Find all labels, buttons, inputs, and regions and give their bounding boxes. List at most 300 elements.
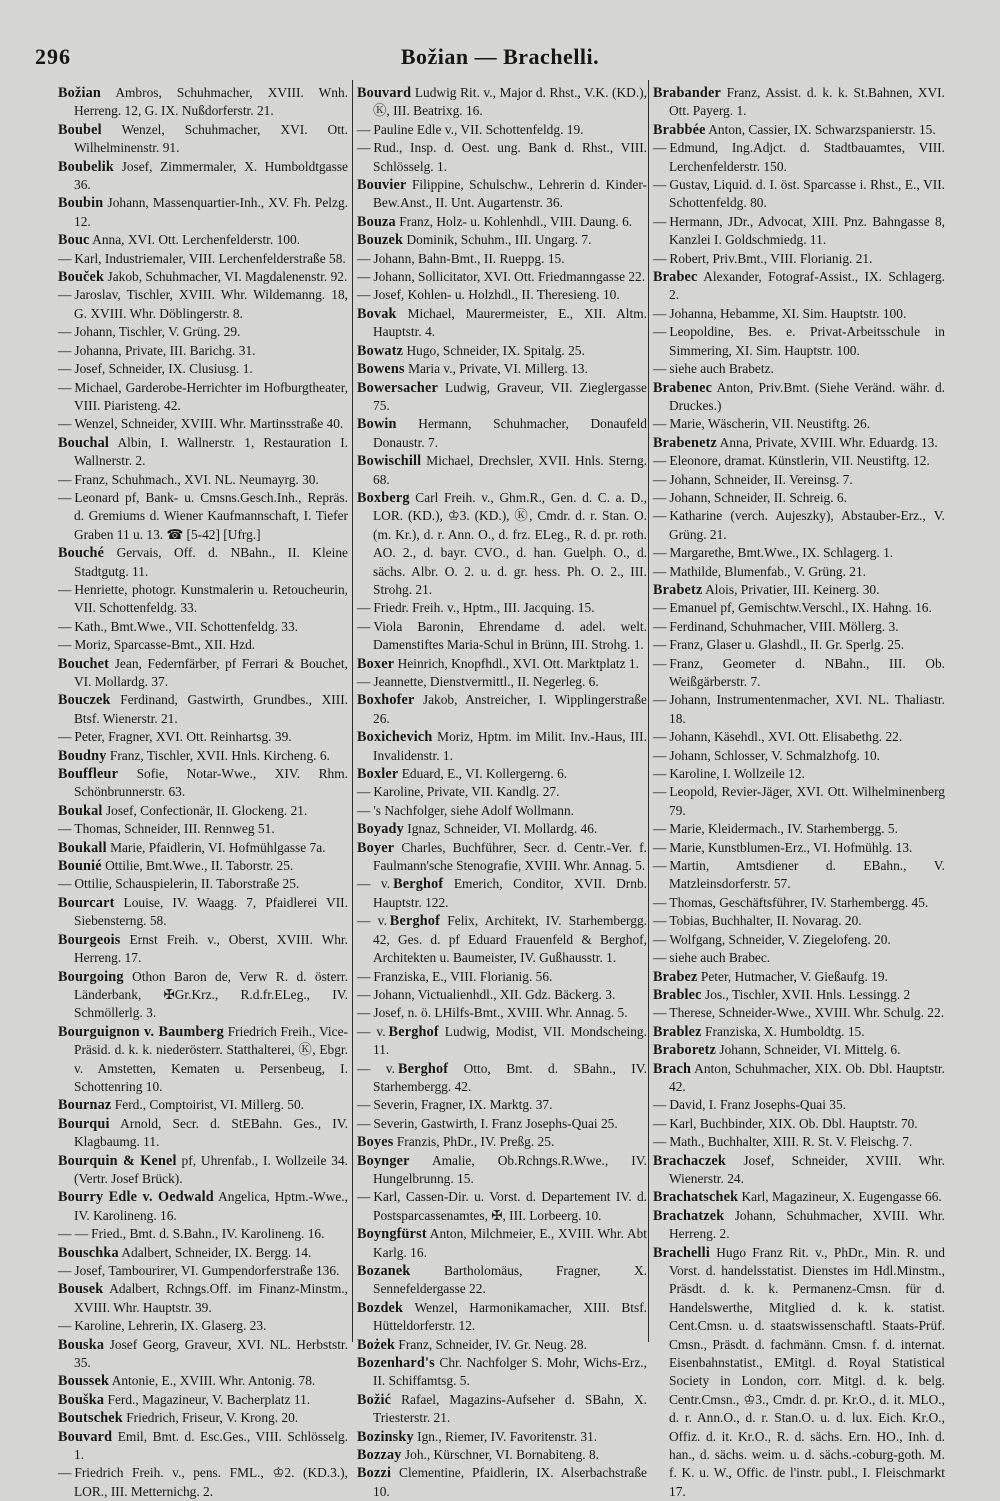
directory-entry	[357, 1152, 647, 1189]
entry-details: Wenzel, Schuhmacher, XVI. Ott. Wilhelminenstr. 91.	[74, 121, 349, 156]
entry-continuation-dash: —	[58, 637, 72, 653]
directory-entry	[357, 1262, 647, 1299]
entry-continuation-dash: —	[653, 655, 667, 671]
directory-entry	[653, 857, 945, 894]
entry-continuation-dash: —	[357, 287, 371, 303]
directory-entry	[357, 305, 647, 342]
entry-surname: Brachatschek	[653, 1189, 739, 1206]
directory-entry	[58, 268, 348, 286]
entry-continuation-dash: —	[58, 324, 72, 340]
entry-details: Friedr. Freih. v., Hptm., III. Jacquing. 15.	[373, 600, 595, 616]
entry-details: Johann, Schuhmacher, XVIII. Whr. Herreng. 2.	[669, 1207, 945, 1242]
entry-surname: Bouček	[58, 269, 105, 286]
entry-continuation-dash: —	[653, 894, 667, 910]
entry-continuation-dash: —	[653, 950, 667, 966]
entry-surname: Bouchet	[58, 655, 110, 672]
entry-details: Anton, Milchmeier, E., XVIII. Whr. Abt Karlg. 16.	[373, 1226, 647, 1260]
entry-details: Ambros, Schuhmacher, XVIII. Wnh. Herreng. 12, G. IX. Nußdorferstr. 21.	[74, 85, 348, 119]
directory-entry	[357, 1023, 647, 1060]
entry-details: Ign., Riemer, IV. Favoritenstr. 31.	[417, 1428, 598, 1444]
directory-entry	[58, 1464, 348, 1501]
entry-surname: Brach	[653, 1060, 692, 1077]
directory-entry	[357, 691, 647, 728]
entry-details: Jos., Tischler, XVII. Hnls. Lessingg. 2	[705, 986, 911, 1002]
directory-entry	[357, 1225, 647, 1262]
directory-column-3	[653, 84, 945, 1501]
directory-entry	[653, 544, 945, 562]
entry-details: Franz, Assist. d. k. k. St.Bahnen, XVI. Ott. Payerg. 1.	[669, 85, 945, 119]
directory-entry	[58, 415, 348, 433]
entry-continuation-dash: —	[357, 140, 371, 156]
entry-details: Wenzel, Harmonikamacher, XIII. Btsf. Hütteldorferstr. 12.	[373, 1299, 648, 1334]
entry-surname: Boyngfürst	[357, 1226, 427, 1243]
entry-surname: Bouzek	[357, 232, 404, 249]
entry-details: Johann, Victualienhdl., XII. Gdz. Bäckerg. 3.	[373, 986, 616, 1002]
directory-entry	[653, 121, 945, 139]
entry-surname: Boudny	[58, 747, 107, 764]
entry-details: Louise, IV. Waagg. 7, Pfaidlerei VII. Siebensterng. 58.	[74, 894, 348, 929]
entry-details: Franz, Tischler, XVII. Hnls. Kircheng. 6.	[109, 747, 330, 763]
directory-entry	[58, 839, 348, 857]
directory-entry	[653, 1041, 945, 1059]
directory-entry	[357, 1336, 647, 1354]
entry-details: Clementine, Pfaidlerin, IX. Alserbachstraße 10.	[373, 1465, 647, 1499]
entry-details: Emil, Bmt. d. Esc.Ges., VIII. Schlösselg. 1.	[74, 1428, 348, 1463]
entry-details: Wolfgang, Schneider, V. Ziegelofeng. 20.	[669, 931, 891, 947]
directory-entry	[653, 783, 945, 820]
directory-entry	[653, 1207, 945, 1244]
directory-entry	[357, 1133, 647, 1151]
directory-entry	[653, 599, 945, 617]
directory-entry	[58, 1244, 348, 1262]
entry-surname: Brabander	[653, 85, 722, 101]
entry-continuation-dash: —	[653, 1134, 667, 1150]
entry-details: Franzis, PhDr., IV. Preßg. 25.	[396, 1134, 555, 1150]
entry-details: Dominik, Schuhm., III. Ungarg. 7.	[406, 232, 592, 248]
entry-continuation-dash: —	[357, 1115, 371, 1131]
entry-continuation-dash: —	[58, 379, 72, 395]
directory-entry	[58, 194, 348, 231]
entry-details: Thomas, Schneider, III. Rennweg 51.	[74, 821, 275, 837]
entry-details: Moriz, Sparcasse-Bmt., XII. Hzd.	[74, 637, 256, 653]
entry-continuation-dash: — v.	[357, 913, 387, 929]
entry-surname: Bouska	[58, 1336, 105, 1353]
directory-entry	[357, 213, 647, 231]
directory-entry	[58, 1280, 348, 1317]
entry-details: Karoline, Lehrerin, IX. Glaserg. 23.	[74, 1318, 267, 1334]
entry-details: Johann, Schlosser, V. Schmalzhofg. 10.	[669, 747, 880, 763]
running-title: Božian — Brachelli.	[400, 44, 600, 69]
entry-details: Peter, Fragner, XVI. Ott. Reinhartsg. 39.	[74, 729, 292, 745]
entry-continuation-dash: —	[653, 821, 667, 837]
entry-surname: Bourguignon v. Baumberg	[58, 1023, 224, 1040]
directory-entry	[653, 139, 945, 176]
entry-continuation-dash: —	[58, 581, 72, 597]
directory-entry	[357, 415, 647, 452]
entry-details: Wenzel, Schneider, XVIII. Whr. Martinsstraße 40.	[74, 416, 344, 432]
entry-surname: Bournaz	[58, 1097, 112, 1114]
directory-entry	[357, 1391, 647, 1428]
entry-details: Ferdinand, Schuhmacher, VIII. Möllerg. 3.	[669, 618, 899, 634]
entry-continuation-dash: —	[653, 563, 667, 579]
entry-surname: Bourry Edle v. Oedwald	[58, 1189, 214, 1206]
entry-details: Robert, Priv.Bmt., VIII. Florianig. 21.	[669, 250, 873, 266]
directory-entry	[58, 1096, 348, 1114]
entry-details: Alexander, Fotograf-Assist., IX. Schlagerg. 2.	[669, 269, 946, 303]
directory-entry	[357, 489, 647, 599]
entry-continuation-dash: —	[58, 1465, 72, 1481]
entry-details: Eduard, E., VI. Kollergerng. 6.	[401, 766, 568, 782]
directory-entry	[653, 1115, 945, 1133]
entry-details: Albin, I. Wallnerstr. 1, Restauration I. Wallnerstr. 2.	[74, 434, 348, 469]
entry-details: Jakob, Schuhmacher, VI. Magdalenenstr. 92.	[107, 269, 348, 285]
directory-entry	[357, 360, 647, 378]
entry-surname: Bouc	[58, 232, 90, 249]
directory-entry	[653, 360, 945, 378]
directory-entry	[58, 1317, 348, 1335]
entry-surname: Boxer	[357, 655, 395, 672]
entry-details: Filippine, Schulschw., Lehrerin d. Kinder-Bew.Anst., II. Unt. Augartenstr. 36.	[373, 177, 647, 211]
entry-details: Charles, Buchführer, Secr. d. Centr.-Ver. f. Faulmann'sche Stenografie, XVIII. Whr. Annag. 5.	[373, 839, 647, 874]
directory-entry	[58, 875, 348, 893]
entry-continuation-dash: —	[58, 361, 72, 377]
directory-entry	[58, 250, 348, 268]
entry-details: 's Nachfolger, siehe Adolf Wollmann.	[373, 802, 575, 818]
entry-details: Leonard pf, Bank- u. Cmsns.Gesch.Inh., Repräs. d. Gremiums d. Wiener Kaufmannschaft, I. Tiefer Graben 11 u. 13. ☎ [5-42] [Ufrg.]	[74, 489, 348, 542]
entry-continuation-dash: —	[58, 416, 72, 432]
entry-surname: Brabenec	[653, 379, 713, 396]
entry-continuation-dash: —	[653, 729, 667, 745]
directory-entry	[357, 655, 647, 673]
directory-entry	[58, 1336, 348, 1373]
directory-entry	[357, 765, 647, 783]
directory-entry	[357, 599, 647, 617]
entry-continuation-dash: — v.	[357, 1023, 386, 1039]
entry-details: Ludwig Rit. v., Major d. Rhst., V.K. (KD.), Ⓚ, III. Beatrixg. 16.	[373, 85, 647, 119]
entry-continuation-dash: —	[653, 858, 667, 874]
entry-surname: Brachatzek	[653, 1207, 725, 1224]
directory-entry	[58, 379, 348, 416]
entry-details: Ludwig, Modist, VII. Mondscheing. 11.	[373, 1023, 647, 1058]
entry-surname: Bozanek	[357, 1263, 411, 1279]
entry-surname: Bouchal	[58, 434, 110, 451]
directory-entry	[357, 139, 647, 176]
entry-details: Josef, Schneider, XVIII. Whr. Wienerstr. 24.	[669, 1152, 945, 1186]
entry-details: Franz, Schuhmach., XVI. NL. Neumayrg. 30.	[74, 471, 319, 487]
entry-continuation-dash: —	[357, 600, 371, 616]
entry-details: Ernst Freih. v., Oberst, XVIII. Whr. Herreng. 17.	[74, 931, 348, 966]
directory-entry	[653, 213, 945, 250]
directory-entry	[653, 618, 945, 636]
entry-surname: Berghof	[393, 876, 444, 893]
directory-entry	[653, 581, 945, 599]
entry-surname: Boyady	[357, 821, 404, 838]
entry-surname: Bounié	[58, 858, 102, 875]
entry-details: Marie, Wäscherin, VII. Neustiftg. 26.	[669, 416, 871, 432]
entry-surname: Bouvard	[58, 1428, 113, 1445]
directory-entry	[357, 1060, 647, 1097]
entry-details: Ferdinand, Gastwirth, Grundbes., XIII. Btsf. Wienerstr. 21.	[74, 692, 348, 726]
entry-details: Marie, Kunstblumen-Erz., VI. Hofmühlg. 13.	[669, 839, 913, 855]
entry-details: Josef, Confectionär, II. Glockeng. 21.	[105, 802, 308, 818]
entry-surname: Boukal	[58, 802, 103, 819]
entry-continuation-dash: —	[653, 250, 667, 266]
entry-details: Franz, Schneider, IV. Gr. Neug. 28.	[398, 1336, 587, 1352]
entry-surname: Bouczek	[58, 692, 111, 709]
directory-entry	[357, 286, 647, 304]
entry-continuation-dash: —	[653, 305, 667, 321]
directory-entry	[357, 839, 647, 876]
entry-details: Josef, Schneider, IX. Clusiusg. 1.	[74, 361, 253, 377]
directory-entry	[357, 673, 647, 691]
directory-column-1	[58, 84, 348, 1501]
entry-details: Hermann, Schuhmacher, Donaufeld Donaustr. 7.	[373, 416, 647, 450]
entry-details: Johann, Schneider, II. Schreig. 6.	[669, 489, 847, 505]
entry-surname: Bozzi	[357, 1465, 392, 1482]
entry-continuation-dash: —	[653, 784, 667, 800]
entry-continuation-dash: —	[653, 489, 667, 505]
directory-entry	[58, 1262, 348, 1280]
entry-surname: Bowischill	[357, 453, 422, 470]
directory-entry	[653, 305, 945, 323]
directory-entry	[357, 783, 647, 801]
entry-details: Angelica, Hptm.-Wwe., IV. Karolineng. 16.	[74, 1189, 348, 1223]
entry-details: Ottilie, Schauspielerin, II. Taborstraße 25.	[74, 876, 300, 892]
entry-details: Johann, Bahn-Bmt., II. Rueppg. 15.	[373, 250, 565, 266]
directory-entry	[58, 691, 348, 728]
directory-entry	[653, 434, 945, 452]
entry-details: Hermann, JDr., Advocat, XIII. Pnz. Bahngasse 8, Kanzlei I. Goldschmiedg. 11.	[669, 213, 945, 248]
entry-details: Karl, Buchbinder, XIX. Ob. Dbl. Hauptstr. 70.	[669, 1115, 918, 1131]
entry-details: Rud., Insp. d. Oest. ung. Bank d. Rhst., VIII. Schlösselg. 1.	[373, 140, 647, 174]
entry-continuation-dash: —	[653, 416, 667, 432]
entry-surname: Brachaczek	[653, 1152, 726, 1169]
entry-continuation-dash: —	[653, 508, 667, 524]
entry-surname: Brabec	[653, 269, 698, 286]
directory-column-2	[357, 84, 647, 1501]
directory-entry	[357, 121, 647, 139]
entry-surname: Bowatz	[357, 342, 404, 359]
entry-continuation-dash: —	[58, 489, 72, 505]
entry-details: Emanuel pf, Gemischtw.Verschl., IX. Hahng. 16.	[669, 600, 932, 616]
entry-details: Arnold, Secr. d. StEBahn. Ges., IV. Klagbaumg. 11.	[74, 1115, 348, 1150]
entry-surname: Bousek	[58, 1281, 104, 1298]
entry-details: Jakob, Anstreicher, I. Wipplingerstraße 26.	[373, 692, 647, 726]
entry-details: Adalbert, Rchngs.Off. im Finanz-Minstm., XVIII. Whr. Hauptstr. 39.	[74, 1281, 349, 1315]
entry-surname: Bourcart	[58, 894, 115, 911]
directory-entry	[357, 1096, 647, 1114]
directory-entry	[653, 1023, 945, 1041]
directory-entry	[653, 747, 945, 765]
entry-surname: Bourqui	[58, 1115, 110, 1132]
directory-entry	[58, 1225, 348, 1243]
entry-continuation-dash: — —	[58, 1226, 89, 1242]
directory-entry	[653, 507, 945, 544]
entry-surname: Božić	[357, 1391, 392, 1408]
entry-details: siehe auch Brabec.	[669, 950, 771, 966]
directory-entry	[58, 231, 348, 249]
entry-details: Mathilde, Blumenfab., V. Grüng. 21.	[669, 563, 867, 579]
directory-entry	[58, 1188, 348, 1225]
entry-details: Johann, Tischler, V. Grüng. 29.	[74, 324, 241, 340]
entry-details: Karoline, Private, VII. Kandlg. 27.	[373, 784, 560, 800]
entry-continuation-dash: —	[653, 177, 667, 193]
entry-details: Martin, Amtsdiener d. EBahn., V. Matzleinsdorferstr. 57.	[669, 858, 945, 892]
directory-entry	[653, 894, 945, 912]
entry-surname: Boxichevich	[357, 729, 433, 746]
entry-details: Anton, Priv.Bmt. (Siehe Veränd. währ. d. Druckes.)	[669, 379, 946, 413]
entry-details: Pauline Edle v., VII. Schottenfeldg. 19.	[373, 121, 584, 137]
entry-surname: Boutschek	[58, 1410, 123, 1427]
entry-details: Tobias, Buchhalter, II. Novarag. 20.	[669, 913, 862, 929]
directory-entry	[653, 415, 945, 433]
directory-entry	[58, 1428, 348, 1465]
entry-surname: Brachelli	[653, 1244, 710, 1261]
directory-entry	[58, 728, 348, 746]
directory-entry	[58, 655, 348, 692]
entry-details: Ferd., Comptoirist, VI. Millerg. 50.	[114, 1097, 305, 1113]
entry-details: Carl Freih. v., Ghm.R., Gen. d. C. a. D., LOR. (KD.), ♔3. (KD.), Ⓚ, Cmdr. d. r. Stan. O. (m. Kr.), d. r. Ann. O., d. frz. ELeg., R. d. pr. roth. AO. 2., d. bayr. CVO., d. han. Guelph. O., d. sächs. Albr. O. 2. u. d. gr. hess. Ph. O. 2., III. Strohg. 21.	[373, 489, 647, 597]
directory-entry	[653, 489, 945, 507]
directory-entry	[357, 1004, 647, 1022]
entry-continuation-dash: —	[653, 1097, 667, 1113]
entry-surname: Bozinsky	[357, 1428, 414, 1445]
entry-details: Edmund, Ing.Adjct. d. Stadtbauamtes, VIII. Lerchenfelderstr. 150.	[669, 140, 945, 174]
entry-details: Josef, Zimmermaler, X. Humboldtgasse 36.	[74, 158, 348, 193]
directory-entry	[653, 563, 945, 581]
entry-continuation-dash: —	[653, 913, 667, 929]
directory-entry	[58, 434, 348, 471]
entry-details: Karl, Cassen-Dir. u. Vorst. d. Departement IV. d. Postsparcassenamtes, ✠, III. Lorbeerg. 10.	[373, 1189, 647, 1223]
entry-details: Adalbert, Schneider, IX. Bergg. 14.	[121, 1244, 312, 1260]
directory-entry	[58, 286, 348, 323]
entry-details: Josef, Tambourirer, VI. Gumpendorferstraße 136.	[74, 1263, 340, 1278]
entry-continuation-dash: —	[653, 453, 667, 469]
directory-entry	[357, 820, 647, 838]
entry-details: Jeannette, Dienstvermittl., II. Negerleg. 6.	[373, 674, 599, 689]
directory-entry	[653, 176, 945, 213]
entry-continuation-dash: —	[58, 342, 72, 358]
entry-continuation-dash: — v.	[357, 876, 391, 892]
entry-details: Friedrich, Friseur, V. Krong. 20.	[126, 1410, 299, 1426]
entry-details: Karl, Magazineur, X. Eugengasse 66.	[741, 1189, 942, 1205]
entry-details: Marie, Pfaidlerin, VI. Hofmühlgasse 7a.	[110, 839, 326, 855]
entry-details: Josef Georg, Graveur, XVI. NL. Herbststr. 35.	[74, 1336, 348, 1371]
entry-details: Ferd., Magazineur, V. Bacherplatz 11.	[107, 1391, 311, 1407]
directory-entry	[653, 765, 945, 783]
entry-continuation-dash: —	[357, 250, 371, 266]
directory-entry	[58, 968, 348, 1023]
directory-entry	[653, 323, 945, 360]
entry-details: siehe auch Brabetz.	[669, 361, 774, 377]
entry-details: Anna, Private, XVIII. Whr. Eduardg. 13.	[719, 434, 938, 450]
directory-entry	[653, 839, 945, 857]
entry-surname: Boyer	[357, 839, 395, 856]
directory-entry	[58, 1372, 348, 1390]
directory-entry	[653, 1004, 945, 1022]
entry-continuation-dash: —	[653, 766, 667, 782]
entry-continuation-dash: —	[357, 121, 371, 137]
entry-details: Ludwig, Graveur, VII. Zieglergasse 75.	[373, 379, 647, 413]
entry-surname: Brabetz	[653, 581, 703, 598]
entry-continuation-dash: —	[58, 876, 72, 892]
entry-details: Chr. Nachfolger S. Mohr, Wichs-Erz., II. Schiffamtsg. 5.	[373, 1355, 647, 1389]
entry-details: Joh., Kürschner, VI. Bornabiteng. 8.	[404, 1447, 599, 1463]
entry-details: Johann, Schneider, VI. Mittelg. 6.	[719, 1042, 901, 1058]
entry-continuation-dash: —	[58, 287, 72, 303]
entry-details: Henriette, photogr. Kunstmalerin u. Retoucheurin, VII. Schottenfeldg. 33.	[74, 581, 348, 616]
entry-details: Jaroslav, Tischler, XVIII. Whr. Wildemanng. 18, G. XVIII. Whr. Döblingerstr. 8.	[74, 287, 348, 321]
entry-continuation-dash: —	[357, 1097, 371, 1113]
entry-continuation-dash: —	[357, 968, 371, 984]
entry-surname: Brabbée	[653, 121, 706, 138]
entry-details: Amalie, Ob.Rchngs.R.Wwe., IV. Hungelbrunng. 15.	[373, 1152, 648, 1186]
directory-entry	[357, 1299, 647, 1336]
directory-entry	[58, 1023, 348, 1097]
directory-entry	[653, 949, 945, 967]
entry-surname: Bouché	[58, 545, 105, 562]
entry-details: Thomas, Geschäftsführer, IV. Starhembergg. 45.	[669, 894, 929, 910]
entry-surname: Božian	[58, 85, 101, 101]
directory-entry	[58, 618, 348, 636]
entry-continuation-dash: —	[357, 674, 371, 689]
entry-details: Felix, Architekt, IV. Starhembergg. 42, Ges. d. pf Eduard Frauenfeld & Berghof, Architekten u. Baumeister, IV. Gußhausstr. 1.	[373, 913, 647, 966]
entry-continuation-dash: —	[357, 1005, 371, 1021]
entry-continuation-dash: —	[357, 618, 371, 634]
entry-continuation-dash: —	[58, 1263, 72, 1278]
entry-surname: Bouschka	[58, 1244, 119, 1261]
entry-continuation-dash: —	[58, 1318, 72, 1334]
entry-continuation-dash: —	[653, 637, 667, 653]
entry-continuation-dash: —	[653, 839, 667, 855]
directory-entry	[58, 820, 348, 838]
entry-surname: Brablez	[653, 1023, 702, 1040]
column-divider	[648, 80, 649, 1342]
directory-entry	[653, 1060, 945, 1097]
entry-surname: Bozzay	[357, 1447, 402, 1464]
entry-surname: Bowens	[357, 361, 405, 378]
entry-details: Johann, Sollicitator, XVI. Ott. Friedmanngasse 22.	[373, 269, 646, 285]
entry-details: Othon Baron de, Verw R. d. österr. Länderbank, ✠Gr.Krz., R.d.fr.ELeg., IV. Schmöllerlg. 3.	[74, 968, 348, 1021]
directory-entry	[653, 250, 945, 268]
entry-continuation-dash: —	[653, 324, 667, 340]
directory-entry	[653, 728, 945, 746]
entry-details: Kath., Bmt.Wwe., VII. Schottenfeldg. 33.	[74, 618, 299, 634]
entry-surname: Berghof	[389, 913, 441, 930]
directory-entry	[357, 912, 647, 967]
directory-entry	[58, 1391, 348, 1409]
directory-entry	[58, 636, 348, 654]
entry-details: Karoline, I. Wollzeile 12.	[669, 766, 805, 782]
entry-continuation-dash: —	[653, 361, 667, 377]
directory-entry	[357, 452, 647, 489]
entry-details: Fried., Bmt. d. S.Bahn., IV. Karolineng. 16.	[91, 1226, 325, 1242]
directory-entry	[653, 1188, 945, 1206]
directory-entry	[357, 618, 647, 655]
entry-continuation-dash: —	[653, 1005, 667, 1021]
entry-details: Karl, Industriemaler, VIII. Lerchenfelderstraße 58.	[74, 250, 346, 266]
entry-details: Therese, Schneider-Wwe., XVIII. Whr. Schulg. 22.	[669, 1005, 945, 1021]
directory-entry	[357, 875, 647, 912]
entry-surname: Braboretz	[653, 1042, 716, 1059]
entry-surname: Brabenetz	[653, 434, 718, 451]
entry-details: Johann, Schneider, II. Vereinsg. 7.	[669, 471, 853, 487]
directory-entry	[653, 968, 945, 986]
directory-entry	[58, 581, 348, 618]
entry-details: Heinrich, Knopfhdl., XVI. Ott. Marktplatz 1.	[397, 655, 639, 671]
directory-entry	[653, 471, 945, 489]
entry-continuation-dash: —	[357, 1189, 371, 1205]
